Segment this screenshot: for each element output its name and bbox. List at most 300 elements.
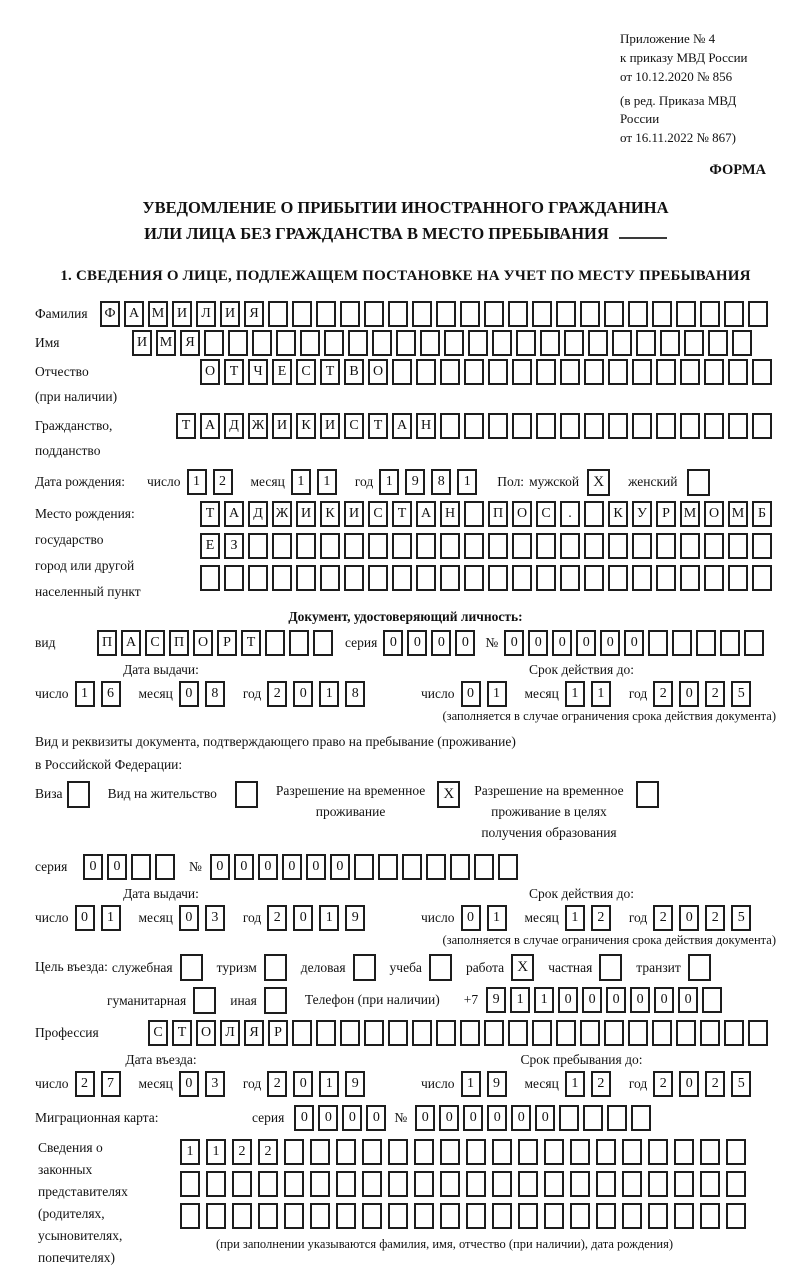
- char-box[interactable]: [388, 1171, 408, 1197]
- char-box[interactable]: [748, 301, 768, 327]
- char-box[interactable]: Ж: [272, 501, 292, 527]
- char-box[interactable]: [412, 301, 432, 327]
- char-box[interactable]: [596, 1171, 616, 1197]
- char-box[interactable]: 0: [366, 1105, 386, 1131]
- date-year-box[interactable]: 1: [319, 681, 339, 707]
- date-year-box[interactable]: 2: [267, 681, 287, 707]
- date-month-box[interactable]: 3: [205, 905, 225, 931]
- char-box[interactable]: У: [632, 501, 652, 527]
- char-box[interactable]: [726, 1171, 746, 1197]
- char-box[interactable]: [680, 413, 700, 439]
- date-year-box[interactable]: 1: [379, 469, 399, 495]
- char-box[interactable]: [700, 1020, 720, 1046]
- char-box[interactable]: 0: [431, 630, 451, 656]
- char-box[interactable]: [340, 1020, 360, 1046]
- char-box[interactable]: [292, 301, 312, 327]
- char-box[interactable]: [416, 565, 436, 591]
- char-box[interactable]: [276, 330, 296, 356]
- date-day-box[interactable]: 9: [487, 1071, 507, 1097]
- date-year-box[interactable]: 2: [653, 681, 673, 707]
- char-box[interactable]: 9: [486, 987, 506, 1013]
- purpose-option-checkbox[interactable]: X: [511, 954, 534, 981]
- char-box[interactable]: [336, 1203, 356, 1229]
- char-box[interactable]: [726, 1203, 746, 1229]
- char-box[interactable]: [724, 1020, 744, 1046]
- char-box[interactable]: Р: [656, 501, 676, 527]
- date-year-box[interactable]: 2: [653, 905, 673, 931]
- char-box[interactable]: 0: [535, 1105, 555, 1131]
- char-box[interactable]: [344, 533, 364, 559]
- char-box[interactable]: [460, 301, 480, 327]
- char-box[interactable]: [488, 565, 508, 591]
- date-year-box[interactable]: 5: [731, 905, 751, 931]
- char-box[interactable]: Ч: [248, 359, 268, 385]
- char-box[interactable]: 0: [294, 1105, 314, 1131]
- purpose-option-checkbox[interactable]: [180, 954, 203, 981]
- char-box[interactable]: [440, 1171, 460, 1197]
- char-box[interactable]: [570, 1139, 590, 1165]
- char-box[interactable]: [344, 565, 364, 591]
- char-box[interactable]: 2: [258, 1139, 278, 1165]
- date-year-box[interactable]: 0: [293, 905, 313, 931]
- char-box[interactable]: Ж: [248, 413, 268, 439]
- char-box[interactable]: И: [132, 330, 152, 356]
- date-year-box[interactable]: 5: [731, 681, 751, 707]
- char-box[interactable]: 0: [83, 854, 103, 880]
- char-box[interactable]: 0: [234, 854, 254, 880]
- char-box[interactable]: 0: [407, 630, 427, 656]
- char-box[interactable]: Т: [172, 1020, 192, 1046]
- char-box[interactable]: [416, 359, 436, 385]
- date-year-box[interactable]: 0: [293, 681, 313, 707]
- char-box[interactable]: О: [196, 1020, 216, 1046]
- char-box[interactable]: [420, 330, 440, 356]
- char-box[interactable]: [656, 565, 676, 591]
- char-box[interactable]: [316, 301, 336, 327]
- char-box[interactable]: [272, 565, 292, 591]
- char-box[interactable]: [536, 359, 556, 385]
- char-box[interactable]: [748, 1020, 768, 1046]
- char-box[interactable]: Б: [752, 501, 772, 527]
- char-box[interactable]: [544, 1171, 564, 1197]
- char-box[interactable]: Т: [241, 630, 261, 656]
- char-box[interactable]: [704, 359, 724, 385]
- char-box[interactable]: [516, 330, 536, 356]
- char-box[interactable]: [607, 1105, 627, 1131]
- char-box[interactable]: И: [220, 301, 240, 327]
- date-day-box[interactable]: 0: [75, 905, 95, 931]
- char-box[interactable]: [265, 630, 285, 656]
- char-box[interactable]: [676, 301, 696, 327]
- char-box[interactable]: [680, 359, 700, 385]
- char-box[interactable]: [604, 301, 624, 327]
- char-box[interactable]: [414, 1171, 434, 1197]
- char-box[interactable]: [632, 565, 652, 591]
- char-box[interactable]: [732, 330, 752, 356]
- char-box[interactable]: [632, 359, 652, 385]
- char-box[interactable]: Е: [200, 533, 220, 559]
- char-box[interactable]: 0: [504, 630, 524, 656]
- date-month-box[interactable]: 3: [205, 1071, 225, 1097]
- date-day-box[interactable]: 6: [101, 681, 121, 707]
- char-box[interactable]: 0: [342, 1105, 362, 1131]
- char-box[interactable]: [584, 501, 604, 527]
- char-box[interactable]: М: [156, 330, 176, 356]
- date-year-box[interactable]: 0: [679, 1071, 699, 1097]
- char-box[interactable]: [248, 565, 268, 591]
- char-box[interactable]: .: [560, 501, 580, 527]
- char-box[interactable]: [518, 1171, 538, 1197]
- char-box[interactable]: Т: [200, 501, 220, 527]
- char-box[interactable]: [362, 1139, 382, 1165]
- char-box[interactable]: [632, 413, 652, 439]
- char-box[interactable]: [622, 1139, 642, 1165]
- char-box[interactable]: [460, 1020, 480, 1046]
- char-box[interactable]: [388, 1020, 408, 1046]
- char-box[interactable]: [752, 359, 772, 385]
- char-box[interactable]: [464, 565, 484, 591]
- char-box[interactable]: [580, 1020, 600, 1046]
- char-box[interactable]: [392, 565, 412, 591]
- date-day-box[interactable]: 0: [461, 905, 481, 931]
- char-box[interactable]: [484, 301, 504, 327]
- char-box[interactable]: [540, 330, 560, 356]
- char-box[interactable]: [628, 1020, 648, 1046]
- char-box[interactable]: [584, 413, 604, 439]
- char-box[interactable]: И: [272, 413, 292, 439]
- date-day-box[interactable]: 7: [101, 1071, 121, 1097]
- char-box[interactable]: [206, 1171, 226, 1197]
- char-box[interactable]: Я: [244, 301, 264, 327]
- char-box[interactable]: С: [344, 413, 364, 439]
- char-box[interactable]: [414, 1203, 434, 1229]
- char-box[interactable]: [402, 854, 422, 880]
- char-box[interactable]: [656, 533, 676, 559]
- char-box[interactable]: [258, 1171, 278, 1197]
- char-box[interactable]: [556, 301, 576, 327]
- char-box[interactable]: [612, 330, 632, 356]
- char-box[interactable]: [680, 565, 700, 591]
- date-month-box[interactable]: 2: [591, 905, 611, 931]
- char-box[interactable]: [440, 533, 460, 559]
- date-month-box[interactable]: 1: [565, 905, 585, 931]
- char-box[interactable]: [300, 330, 320, 356]
- char-box[interactable]: [296, 565, 316, 591]
- char-box[interactable]: [440, 1203, 460, 1229]
- char-box[interactable]: [728, 565, 748, 591]
- char-box[interactable]: [518, 1139, 538, 1165]
- char-box[interactable]: Н: [440, 501, 460, 527]
- char-box[interactable]: [464, 501, 484, 527]
- char-box[interactable]: [584, 533, 604, 559]
- char-box[interactable]: 0: [630, 987, 650, 1013]
- char-box[interactable]: [232, 1171, 252, 1197]
- char-box[interactable]: [726, 1139, 746, 1165]
- char-box[interactable]: Л: [196, 301, 216, 327]
- char-box[interactable]: М: [728, 501, 748, 527]
- char-box[interactable]: [388, 301, 408, 327]
- char-box[interactable]: [204, 330, 224, 356]
- char-box[interactable]: [583, 1105, 603, 1131]
- char-box[interactable]: [436, 1020, 456, 1046]
- char-box[interactable]: [340, 301, 360, 327]
- date-month-box[interactable]: 0: [179, 681, 199, 707]
- char-box[interactable]: [252, 330, 272, 356]
- char-box[interactable]: [392, 359, 412, 385]
- date-year-box[interactable]: 1: [319, 1071, 339, 1097]
- char-box[interactable]: [354, 854, 374, 880]
- char-box[interactable]: [752, 533, 772, 559]
- char-box[interactable]: [180, 1203, 200, 1229]
- temp-permit-checkbox[interactable]: X: [437, 781, 460, 808]
- char-box[interactable]: С: [296, 359, 316, 385]
- date-year-box[interactable]: 9: [345, 905, 365, 931]
- char-box[interactable]: [348, 330, 368, 356]
- char-box[interactable]: [488, 413, 508, 439]
- char-box[interactable]: П: [169, 630, 189, 656]
- char-box[interactable]: [464, 533, 484, 559]
- char-box[interactable]: [570, 1171, 590, 1197]
- char-box[interactable]: Е: [272, 359, 292, 385]
- char-box[interactable]: А: [124, 301, 144, 327]
- char-box[interactable]: 0: [383, 630, 403, 656]
- char-box[interactable]: 0: [558, 987, 578, 1013]
- char-box[interactable]: [648, 1139, 668, 1165]
- char-box[interactable]: [648, 630, 668, 656]
- char-box[interactable]: А: [121, 630, 141, 656]
- char-box[interactable]: С: [536, 501, 556, 527]
- char-box[interactable]: [372, 330, 392, 356]
- temp-permit-edu-checkbox[interactable]: [636, 781, 659, 808]
- date-year-box[interactable]: 9: [345, 1071, 365, 1097]
- char-box[interactable]: [284, 1139, 304, 1165]
- char-box[interactable]: Т: [224, 359, 244, 385]
- char-box[interactable]: [492, 1203, 512, 1229]
- char-box[interactable]: 0: [282, 854, 302, 880]
- char-box[interactable]: 0: [606, 987, 626, 1013]
- char-box[interactable]: О: [200, 359, 220, 385]
- char-box[interactable]: 1: [206, 1139, 226, 1165]
- char-box[interactable]: 0: [318, 1105, 338, 1131]
- char-box[interactable]: [700, 1139, 720, 1165]
- date-year-box[interactable]: 2: [705, 905, 725, 931]
- char-box[interactable]: [464, 359, 484, 385]
- char-box[interactable]: [608, 413, 628, 439]
- char-box[interactable]: Р: [217, 630, 237, 656]
- date-year-box[interactable]: 8: [345, 681, 365, 707]
- date-year-box[interactable]: 1: [457, 469, 477, 495]
- char-box[interactable]: [392, 533, 412, 559]
- char-box[interactable]: А: [392, 413, 412, 439]
- char-box[interactable]: Т: [320, 359, 340, 385]
- char-box[interactable]: [396, 330, 416, 356]
- char-box[interactable]: [656, 359, 676, 385]
- char-box[interactable]: [622, 1171, 642, 1197]
- char-box[interactable]: П: [488, 501, 508, 527]
- char-box[interactable]: [536, 533, 556, 559]
- date-year-box[interactable]: 2: [267, 1071, 287, 1097]
- char-box[interactable]: [532, 301, 552, 327]
- char-box[interactable]: 0: [528, 630, 548, 656]
- char-box[interactable]: [512, 413, 532, 439]
- char-box[interactable]: [440, 413, 460, 439]
- date-month-box[interactable]: 0: [179, 1071, 199, 1097]
- char-box[interactable]: [676, 1020, 696, 1046]
- char-box[interactable]: [310, 1139, 330, 1165]
- char-box[interactable]: [313, 630, 333, 656]
- char-box[interactable]: [728, 359, 748, 385]
- char-box[interactable]: [680, 533, 700, 559]
- visa-checkbox[interactable]: [67, 781, 90, 808]
- char-box[interactable]: К: [608, 501, 628, 527]
- date-year-box[interactable]: 2: [705, 681, 725, 707]
- date-year-box[interactable]: 0: [679, 905, 699, 931]
- date-year-box[interactable]: 2: [705, 1071, 725, 1097]
- char-box[interactable]: Л: [220, 1020, 240, 1046]
- char-box[interactable]: [560, 413, 580, 439]
- char-box[interactable]: [536, 565, 556, 591]
- char-box[interactable]: [414, 1139, 434, 1165]
- char-box[interactable]: [316, 1020, 336, 1046]
- char-box[interactable]: О: [368, 359, 388, 385]
- char-box[interactable]: [636, 330, 656, 356]
- char-box[interactable]: [684, 330, 704, 356]
- date-month-box[interactable]: 1: [565, 1071, 585, 1097]
- char-box[interactable]: 0: [624, 630, 644, 656]
- date-year-box[interactable]: 2: [653, 1071, 673, 1097]
- char-box[interactable]: [440, 1139, 460, 1165]
- char-box[interactable]: 0: [415, 1105, 435, 1131]
- char-box[interactable]: С: [148, 1020, 168, 1046]
- purpose-option-checkbox[interactable]: [193, 987, 216, 1014]
- char-box[interactable]: П: [97, 630, 117, 656]
- char-box[interactable]: К: [320, 501, 340, 527]
- char-box[interactable]: [258, 1203, 278, 1229]
- date-month-box[interactable]: 1: [591, 681, 611, 707]
- char-box[interactable]: [508, 1020, 528, 1046]
- char-box[interactable]: Н: [416, 413, 436, 439]
- char-box[interactable]: [362, 1203, 382, 1229]
- char-box[interactable]: [674, 1203, 694, 1229]
- date-day-box[interactable]: 1: [487, 905, 507, 931]
- char-box[interactable]: 0: [511, 1105, 531, 1131]
- char-box[interactable]: 0: [582, 987, 602, 1013]
- char-box[interactable]: [700, 1203, 720, 1229]
- char-box[interactable]: [444, 330, 464, 356]
- char-box[interactable]: [364, 1020, 384, 1046]
- char-box[interactable]: [556, 1020, 576, 1046]
- char-box[interactable]: [440, 565, 460, 591]
- char-box[interactable]: [228, 330, 248, 356]
- char-box[interactable]: И: [320, 413, 340, 439]
- char-box[interactable]: Я: [244, 1020, 264, 1046]
- char-box[interactable]: [296, 533, 316, 559]
- char-box[interactable]: 0: [439, 1105, 459, 1131]
- date-day-box[interactable]: 1: [101, 905, 121, 931]
- char-box[interactable]: [248, 533, 268, 559]
- char-box[interactable]: [704, 413, 724, 439]
- char-box[interactable]: [660, 330, 680, 356]
- purpose-option-checkbox[interactable]: [264, 954, 287, 981]
- char-box[interactable]: [564, 330, 584, 356]
- char-box[interactable]: Я: [180, 330, 200, 356]
- char-box[interactable]: [412, 1020, 432, 1046]
- char-box[interactable]: [320, 565, 340, 591]
- date-day-box[interactable]: 1: [187, 469, 207, 495]
- char-box[interactable]: [580, 301, 600, 327]
- char-box[interactable]: С: [145, 630, 165, 656]
- date-year-box[interactable]: 8: [431, 469, 451, 495]
- char-box[interactable]: [440, 359, 460, 385]
- char-box[interactable]: [512, 565, 532, 591]
- char-box[interactable]: Р: [268, 1020, 288, 1046]
- char-box[interactable]: [310, 1171, 330, 1197]
- char-box[interactable]: [310, 1203, 330, 1229]
- char-box[interactable]: [622, 1203, 642, 1229]
- char-box[interactable]: 1: [534, 987, 554, 1013]
- char-box[interactable]: [484, 1020, 504, 1046]
- purpose-option-checkbox[interactable]: [353, 954, 376, 981]
- char-box[interactable]: [648, 1203, 668, 1229]
- date-day-box[interactable]: 1: [461, 1071, 481, 1097]
- char-box[interactable]: [488, 533, 508, 559]
- char-box[interactable]: [584, 359, 604, 385]
- char-box[interactable]: [368, 565, 388, 591]
- char-box[interactable]: 0: [455, 630, 475, 656]
- char-box[interactable]: А: [200, 413, 220, 439]
- date-month-box[interactable]: 0: [179, 905, 199, 931]
- char-box[interactable]: 0: [576, 630, 596, 656]
- char-box[interactable]: [702, 987, 722, 1013]
- char-box[interactable]: 0: [678, 987, 698, 1013]
- char-box[interactable]: [155, 854, 175, 880]
- char-box[interactable]: [508, 301, 528, 327]
- char-box[interactable]: С: [368, 501, 388, 527]
- char-box[interactable]: М: [680, 501, 700, 527]
- char-box[interactable]: 0: [487, 1105, 507, 1131]
- purpose-option-checkbox[interactable]: [599, 954, 622, 981]
- date-year-box[interactable]: 5: [731, 1071, 751, 1097]
- char-box[interactable]: [672, 630, 692, 656]
- char-box[interactable]: Ф: [100, 301, 120, 327]
- char-box[interactable]: Т: [176, 413, 196, 439]
- char-box[interactable]: [436, 301, 456, 327]
- char-box[interactable]: [364, 301, 384, 327]
- char-box[interactable]: [570, 1203, 590, 1229]
- char-box[interactable]: [632, 533, 652, 559]
- char-box[interactable]: [289, 630, 309, 656]
- char-box[interactable]: [728, 533, 748, 559]
- char-box[interactable]: 0: [552, 630, 572, 656]
- char-box[interactable]: [608, 533, 628, 559]
- char-box[interactable]: [608, 359, 628, 385]
- char-box[interactable]: [724, 301, 744, 327]
- char-box[interactable]: [232, 1203, 252, 1229]
- char-box[interactable]: [536, 413, 556, 439]
- char-box[interactable]: [320, 533, 340, 559]
- char-box[interactable]: [584, 565, 604, 591]
- char-box[interactable]: 0: [258, 854, 278, 880]
- char-box[interactable]: [324, 330, 344, 356]
- char-box[interactable]: [656, 413, 676, 439]
- char-box[interactable]: [131, 854, 151, 880]
- char-box[interactable]: В: [344, 359, 364, 385]
- char-box[interactable]: [596, 1139, 616, 1165]
- char-box[interactable]: [512, 533, 532, 559]
- char-box[interactable]: 2: [232, 1139, 252, 1165]
- char-box[interactable]: И: [296, 501, 316, 527]
- char-box[interactable]: 0: [463, 1105, 483, 1131]
